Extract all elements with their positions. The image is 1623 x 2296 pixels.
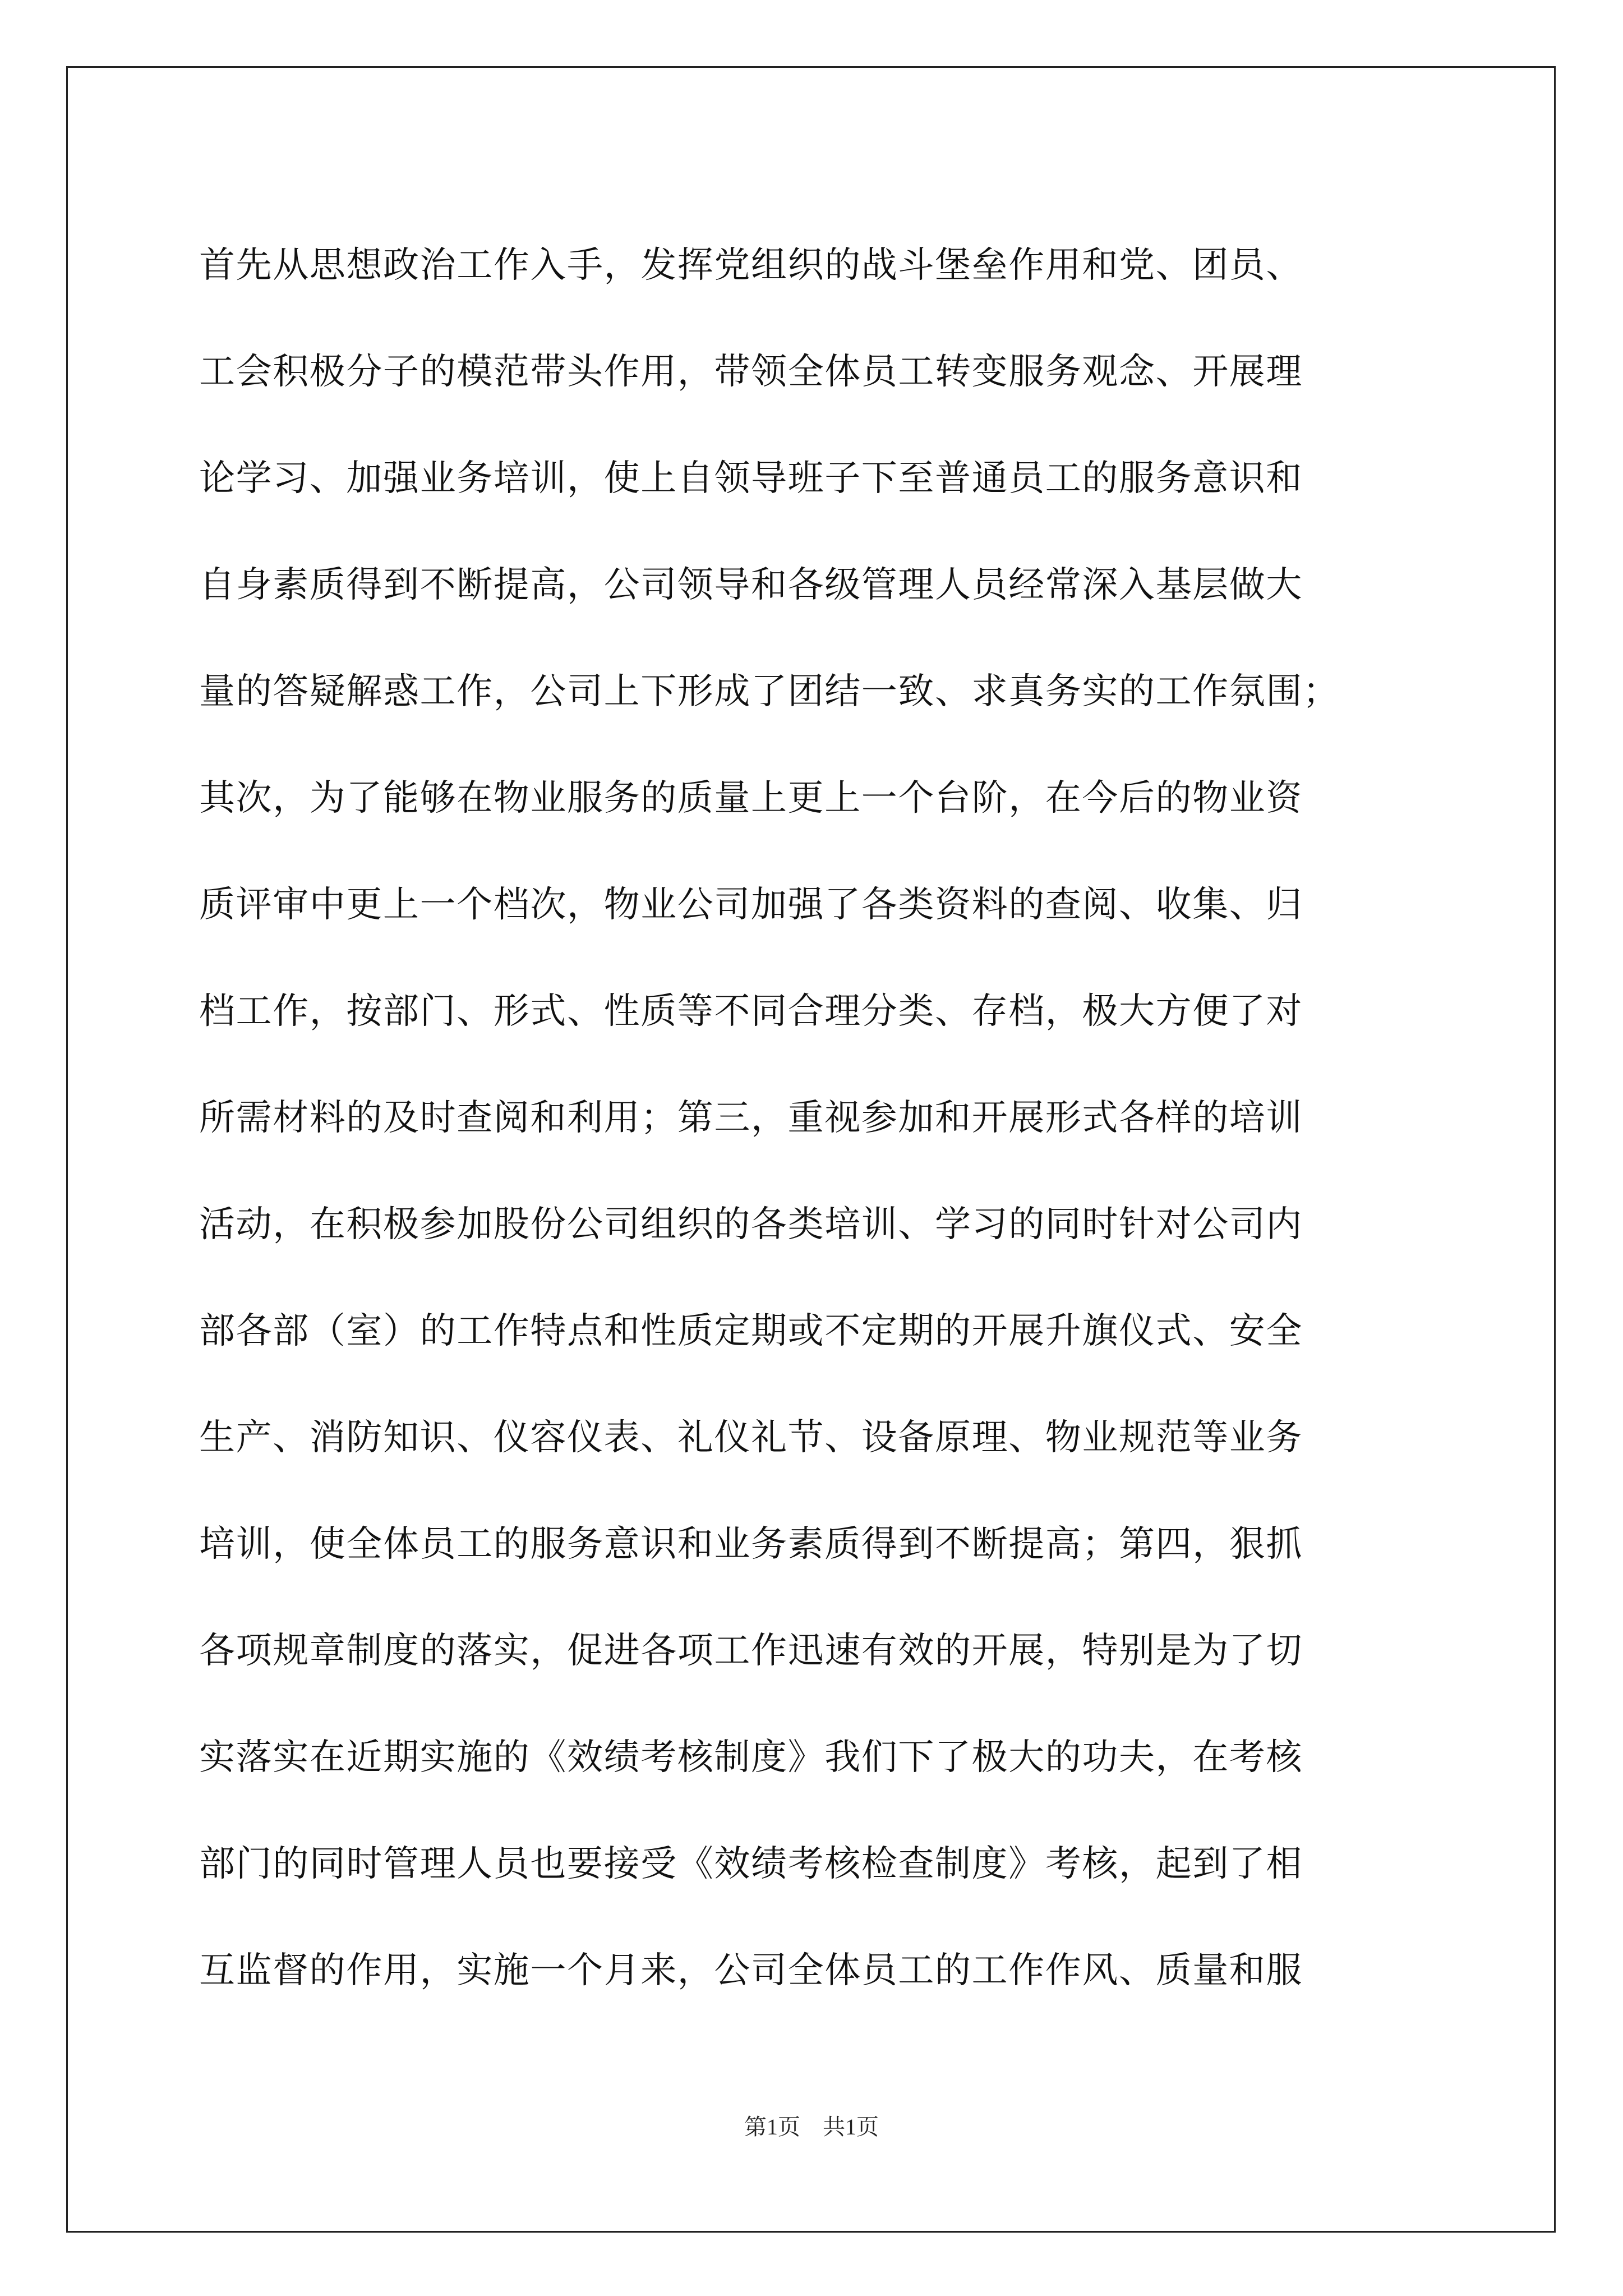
- text-line: 自身素质得到不断提高，公司领导和各级管理人员经常深入基层做大: [199, 564, 1303, 606]
- text-line: 档工作，按部门、形式、性质等不同合理分类、存档，极大方便了对: [199, 991, 1303, 1032]
- body-text: [199, 212, 1433, 2024]
- text-line: 活动，在积极参加股份公司组织的各类培训、学习的同时针对公司内: [199, 1204, 1303, 1245]
- text-line: 量的答疑解惑工作，公司上下形成了团结一致、求真务实的工作氛围；: [199, 671, 1340, 712]
- text-line: 工会积极分子的模范带头作用，带领全体员工转变服务观念、开展理: [199, 351, 1303, 393]
- text-line: 各项规章制度的落实，促进各项工作迅速有效的开展，特别是为了切: [199, 1630, 1303, 1672]
- text-line: 生产、消防知识、仪容仪表、礼仪礼节、设备原理、物业规范等业务: [199, 1417, 1303, 1458]
- text-line: 论学习、加强业务培训，使上自领导班子下至普通员工的服务意识和: [199, 458, 1303, 499]
- text-line: 所需材料的及时查阅和利用；第三，重视参加和开展形式各样的培训: [199, 1097, 1303, 1139]
- text-line: 首先从思想政治工作入手，发挥党组织的战斗堡垒作用和党、团员、: [199, 245, 1303, 286]
- text-line: 培训，使全体员工的服务意识和业务素质得到不断提高；第四，狠抓: [199, 1524, 1303, 1565]
- text-line: 互监督的作用，实施一个月来，公司全体员工的工作作风、质量和服: [199, 1950, 1303, 1991]
- text-line: 实落实在近期实施的《效绩考核制度》我们下了极大的功夫，在考核: [199, 1737, 1303, 1778]
- text-line: 部门的同时管理人员也要接受《效绩考核检查制度》考核，起到了相: [199, 1843, 1303, 1885]
- text-line: 部各部（室）的工作特点和性质定期或不定期的开展升旗仪式、安全: [199, 1310, 1303, 1352]
- text-line: 其次，为了能够在物业服务的质量上更上一个台阶，在今后的物业资: [199, 777, 1303, 819]
- text-line: 质评审中更上一个档次，物业公司加强了各类资料的查阅、收集、归: [199, 884, 1303, 926]
- page-footer: 第1页 共1页: [744, 2114, 879, 2139]
